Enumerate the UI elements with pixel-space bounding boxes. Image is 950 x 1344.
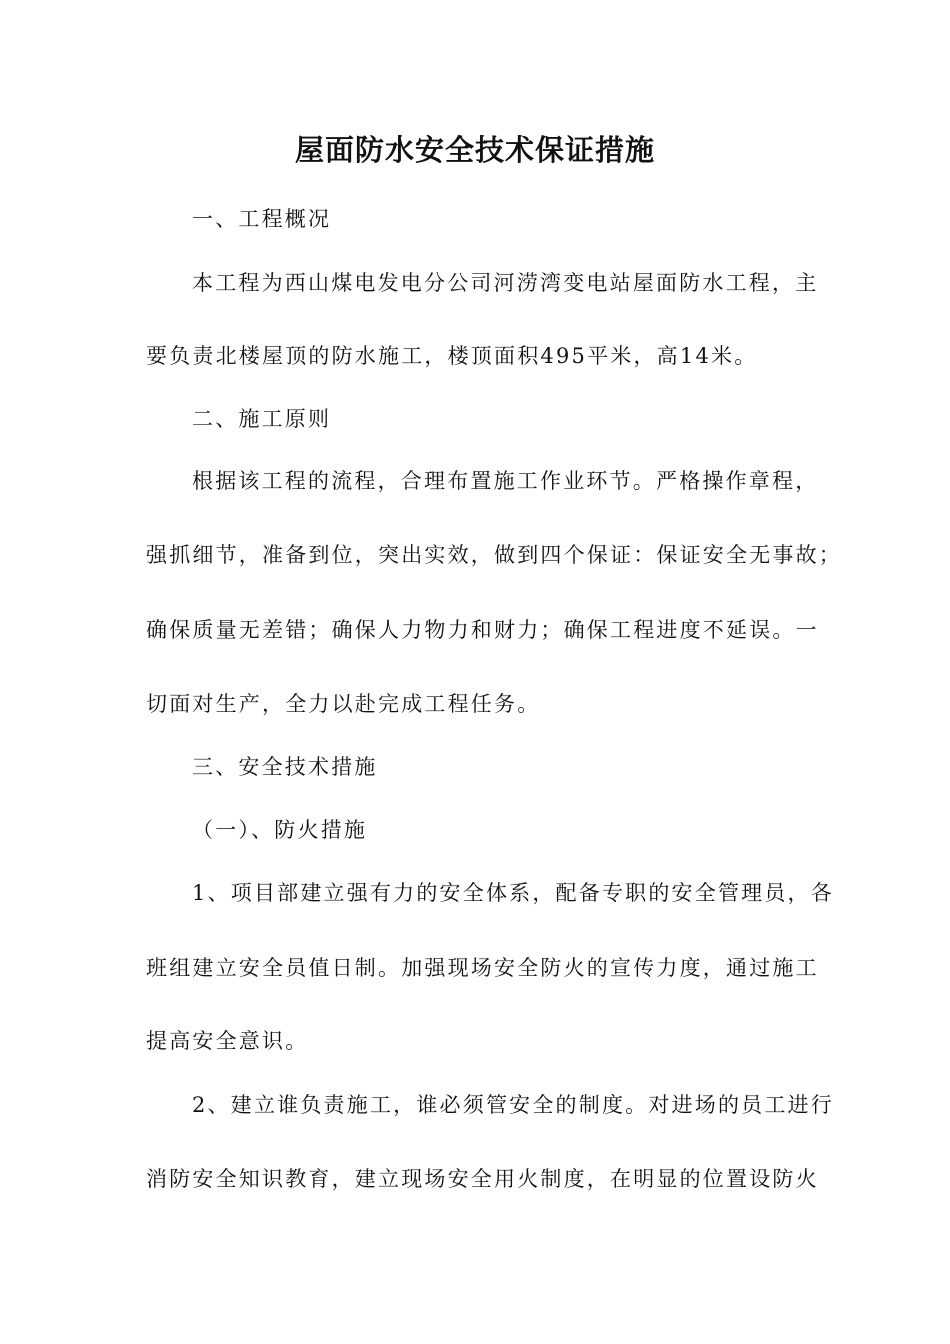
paragraph-line: 班组建立安全员值日制。加强现场安全防火的宣传力度，通过施工: [146, 956, 819, 980]
paragraph-line: 2、建立谁负责施工，谁必须管安全的制度。对进场的员工进行: [192, 1093, 834, 1117]
paragraph-line: 1、项目部建立强有力的安全体系，配备专职的安全管理员，各: [192, 881, 834, 905]
paragraph-line: 强抓细节，准备到位，突出实效，做到四个保证：保证安全无事故；: [146, 543, 842, 567]
paragraph-line: 要负责北楼屋顶的防水施工，楼顶面积495平米，高14米。: [146, 344, 758, 368]
section-heading-overview: 一、工程概况: [192, 207, 332, 231]
paragraph-line: 切面对生产，全力以赴完成工程任务。: [146, 692, 541, 716]
document-title: 屋面防水安全技术保证措施: [294, 133, 655, 167]
section-heading-safety: 三、安全技术措施: [192, 755, 378, 779]
paragraph-line: 本工程为西山煤电发电分公司河涝湾变电站屋面防水工程，主: [192, 271, 819, 295]
paragraph-line: 根据该工程的流程，合理布置施工作业环节。严格操作章程，: [192, 469, 819, 493]
paragraph-line: 确保质量无差错；确保人力物力和财力；确保工程进度不延误。一: [146, 618, 819, 642]
paragraph-line: 提高安全意识。: [146, 1029, 309, 1053]
subsection-heading-fire: （一）、防火措施: [192, 818, 368, 842]
section-heading-principles: 二、施工原则: [192, 407, 332, 431]
paragraph-line: 消防安全知识教育，建立现场安全用火制度，在明显的位置设防火: [146, 1167, 819, 1191]
